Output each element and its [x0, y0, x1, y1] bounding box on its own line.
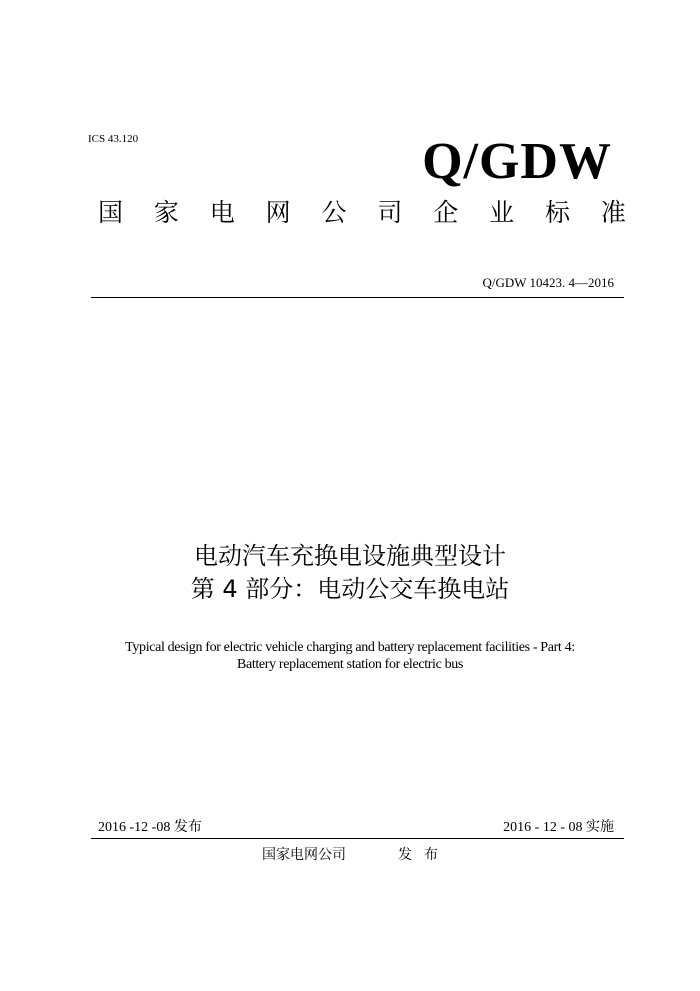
standard-title-char: 家: [153, 198, 179, 227]
chinese-title-line-2: 第 4 部分：电动公交车换电站: [190, 575, 510, 603]
standard-logo: Q/GDW: [422, 133, 612, 190]
bottom-divider: [91, 838, 624, 839]
ics-code: ICS 43.120: [88, 133, 139, 145]
standard-title-char: 企: [433, 198, 459, 227]
publish-label: 发布: [398, 847, 450, 863]
standard-title-char: 标: [545, 198, 571, 227]
chinese-title-line-1: 电动汽车充换电设施典型设计: [194, 542, 506, 570]
standard-title-char: 司: [377, 198, 403, 227]
top-divider: [91, 297, 624, 298]
issue-date: 2016 -12 -08 发布: [98, 820, 202, 835]
standard-title-char: 国: [98, 198, 124, 227]
standard-title-char: 电: [209, 198, 235, 227]
publisher-name: 国家电网公司: [262, 847, 346, 863]
standard-number: Q/GDW 10423. 4—2016: [482, 275, 614, 290]
standard-title-char: 业: [489, 198, 515, 227]
english-title-line-1: Typical design for electric vehicle charging and battery replacement facilities - Part 4:: [125, 640, 575, 655]
standard-title-char: 准: [600, 198, 626, 227]
standard-category-title: [98, 200, 626, 225]
implementation-date: 2016 - 12 - 08 实施: [503, 820, 614, 835]
standard-title-char: 网: [265, 198, 291, 227]
standard-title-char: 公: [321, 198, 347, 227]
english-title-line-2: Battery replacement station for electric bus: [237, 657, 463, 672]
